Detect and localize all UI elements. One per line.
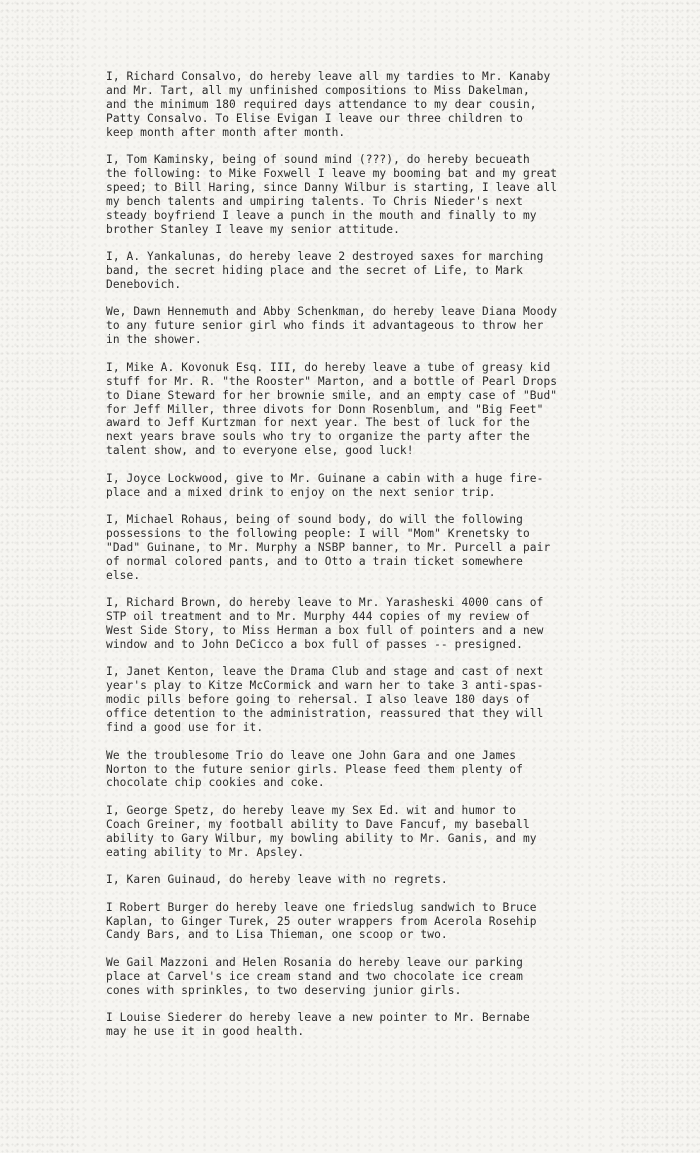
will-janet-kenton: I, Janet Kenton, leave the Drama Club and stage and cast of next year's play to Kitze McCormick and warn her to take 3 anti-spas- modic pills before going to rehersal. I also leave 180 days of office detention to the administration, reassured that they will find a good use for it. (106, 665, 544, 735)
page-speckle-left (0, 0, 80, 1153)
will-robert-burger: I Robert Burger do hereby leave one friedslug sandwich to Bruce Kaplan, to Ginger Turek, 25 outer wrappers from Acerola Rosehip Candy Bars, and to Lisa Thieman, one scoop or two. (106, 900, 537, 942)
will-michael-rohaus: I, Michael Rohaus, being of sound body, do will the following possessions to the following people: I will "Mom" Krenetsky to "Dad" Guinane, to Mr. Murphy a NSBP banner, to Mr. Purcell a pair of normal colored pants, and to Otto a train ticket somewhere else. (106, 513, 551, 582)
will-karen-guinaud: I, Karen Guinaud, do hereby leave with no regrets. (106, 873, 448, 887)
wills-text-block (106, 70, 654, 1053)
will-richard-consalvo: I, Richard Consalvo, do hereby leave all my tardies to Mr. Kanaby and Mr. Tart, all my unfinished compositions to Miss Dakelman, and the minimum 180 required days attendance to my dear cousin, Patty Consalvo. To Elise Evigan I leave our three children to keep month after month after month. (106, 70, 551, 139)
will-tom-kaminsky: I, Tom Kaminsky, being of sound mind (???), do hereby becueath the following: to Mike Foxwell I leave my booming bat and my great speed; to Bill Haring, since Danny Wilbur is starting, I leave all my bench talents and umpiring talents. To Chris Nieder's next steady boyfriend I leave a punch in the mouth and finally to my brother Stanley I leave my senior attitude. (106, 153, 558, 236)
will-troublesome-trio: We the troublesome Trio do leave one John Gara and one James Norton to the future senior girls. Please feed them plenty of chocolate chip cookies and coke. (106, 748, 523, 790)
will-george-spetz: I, George Spetz, do hereby leave my Sex Ed. wit and humor to Coach Greiner, my football ability to Dave Fancuf, my baseball ability to Gary Wilbur, my bowling ability to Mr. Ganis, and my eating ability to Mr. Apsley. (106, 803, 537, 859)
will-mike-kovonuk: I, Mike A. Kovonuk Esq. III, do hereby leave a tube of greasy kid stuff for Mr. R. "the Rooster" Marton, and a bottle of Pearl Drops to Diane Steward for her brownie smile, and an empty case of "Bud" for Jeff Miller, three divots for Donn Rosenblum, and "Big Feet" award to Jeff Kurtzman for next year. The best of luck for the next years brave souls who try to organize the party after the talent show, and to everyone else, good luck! (106, 360, 558, 458)
will-richard-brown: I, Richard Brown, do hereby leave to Mr. Yarasheski 4000 cans of STP oil treatment and to Mr. Murphy 444 copies of my review of West Side Story, to Miss Herman a box full of pointers and a new window and to John DeCicco a box full of passes -- presigned. (106, 596, 544, 651)
will-louise-siederer: I Louise Siederer do hereby leave a new pointer to Mr. Bernabe may he use it in good health. (106, 1011, 530, 1039)
will-joyce-lockwood: I, Joyce Lockwood, give to Mr. Guinane a cabin with a huge fire- place and a mixed drink to enjoy on the next senior trip. (106, 471, 544, 499)
will-gail-mazzoni-helen-rosania: We Gail Mazzoni and Helen Rosania do hereby leave our parking place at Carvel's ice cream stand and two chocolate ice cream cones with sprinkles, to two deserving junior girls. (106, 955, 523, 997)
will-dawn-hennemuth-abby-schenkman: We, Dawn Hennemuth and Abby Schenkman, do hereby leave Diana Moody to any future senior girl who finds it advantageous to throw her in the shower. (106, 305, 558, 347)
will-a-yankalunas: I, A. Yankalunas, do hereby leave 2 destroyed saxes for marching band, the secret hiding place and the secret of Life, to Mark Denebovich. (106, 250, 544, 291)
